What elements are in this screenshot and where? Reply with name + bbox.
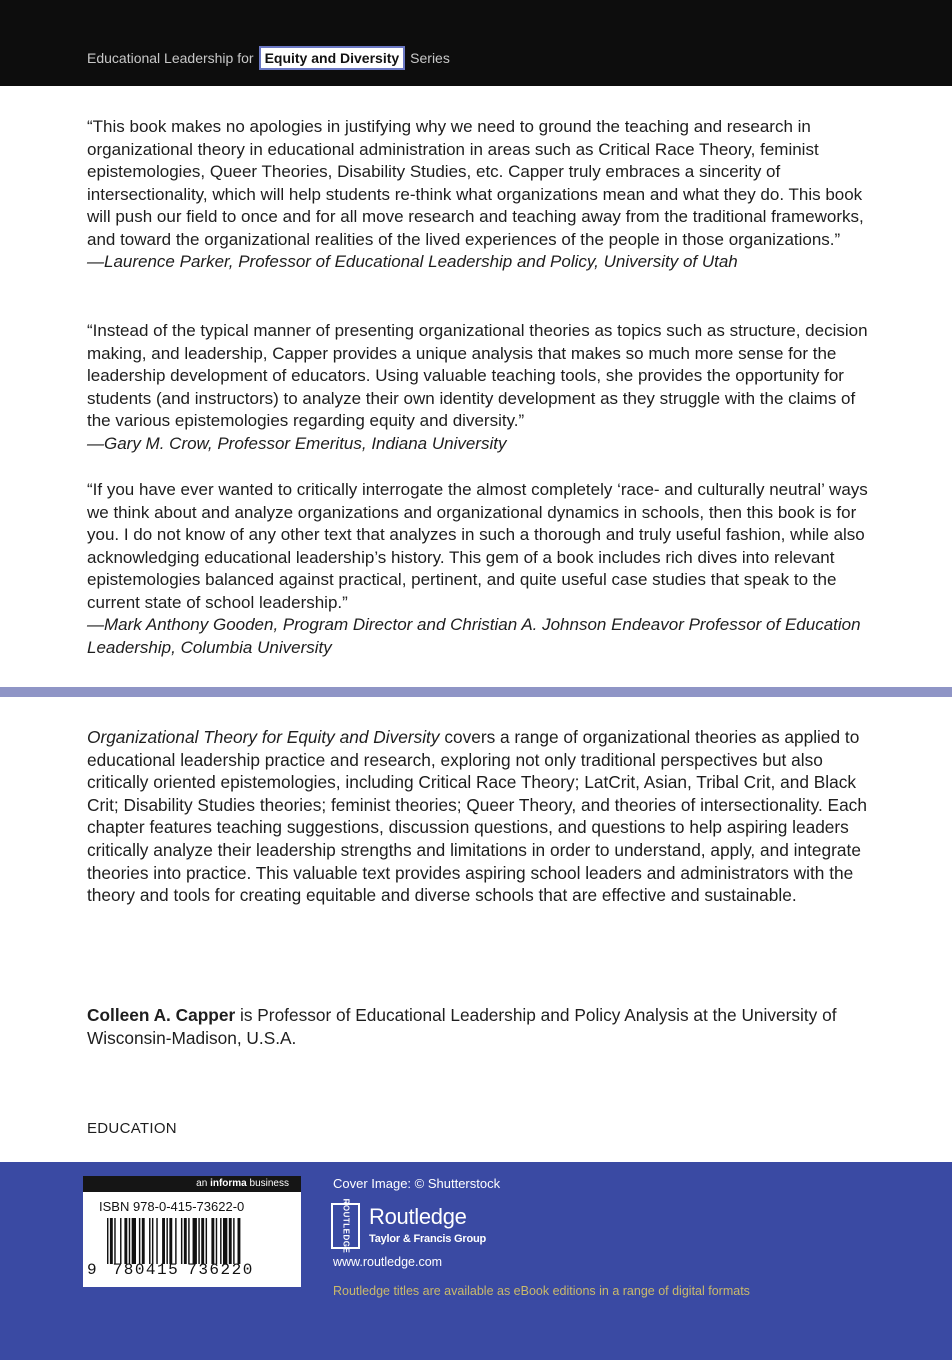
subject-category: EDUCATION (87, 1120, 177, 1137)
book-title: Organizational Theory for Equity and Diversity (87, 727, 440, 747)
informa-banner: an informa business (83, 1176, 301, 1192)
endorsement-text: “If you have ever wanted to critically interrogate the almost completely ‘race- and culturally neutral’ ways we think about and analyze organizations and organizational dynamics in schools, then this book is for you. I do not know of any other text that analyzes in such a thorough and truly useful fashion, while also acknowledging educational leadership’s history. This gem of a book includes rich dives into relevant epistemologies balanced against practical, pertinent, and quite useful case studies that speak to the current state of school leadership.” (87, 480, 868, 612)
barcode-stripe (181, 1218, 182, 1264)
barcode-stripe (169, 1218, 172, 1264)
barcode-stripe (114, 1218, 115, 1264)
barcode-stripe (149, 1218, 150, 1264)
endorsement-text: “Instead of the typical manner of presenting organizational theories as topics such as structure, decision making, and leadership, Capper provides a unique analysis that makes so much more sense for the leadership development of educators. Using valuable teaching tools, she provides the opportunity for students (and instructors) to analyze their own identity development as they struggle with the claims of the various epistemologies regarding equity and diversity.” (87, 321, 868, 430)
barcode-stripe (139, 1218, 140, 1264)
barcode-stripe (120, 1218, 121, 1264)
author-bio-text: is Professor of Educational Leadership and Policy Analysis at the University of Wisconsin-Madison, U.S.A. (87, 1005, 837, 1048)
barcode-stripe (229, 1218, 232, 1264)
barcode-stripe (156, 1218, 157, 1264)
series-highlight: Equity and Diversity (259, 46, 406, 70)
description-body: covers a range of organizational theories as applied to educational leadership practice and research, exploring not only traditional perspectives but also critically oriented epistemologies, including Critical Race Theory; LatCrit, Asian, Tribal Crit, and Black Crit; Disability Studies theories; feminist theories; Queer Theory, and theories of intersectionality. Each chapter features teaching suggestions, discussion questions, and questions to help aspiring leaders critically analyze their leadership strengths and limitations in order to understand, apply, and integrate theories into practice. This valuable text provides aspiring school leaders and administrators with the theory and tools for creating equitable and diverse schools that are effective and sustainable. (87, 727, 867, 906)
ebook-availability-note: Routledge titles are available as eBook editions in a range of digital formats (333, 1284, 750, 1298)
author-bio (87, 1004, 877, 1049)
informa-brand: informa (210, 1178, 247, 1189)
barcode-stripe (110, 1218, 113, 1264)
endorsement-attribution: —Laurence Parker, Professor of Educational Leadership and Policy, University of Utah (87, 252, 738, 271)
endorsement-text: “This book makes no apologies in justifying why we need to ground the teaching and research in organizational theory in educational administration in areas such as Critical Race Theory, feminist epistemologies, Queer Theories, Disability Studies, etc. Capper truly embraces a sincerity of intersectionality, which will help students re-think what organizations mean and what they do. This book will push our field to once and for all move research and teaching away from the traditional frameworks, and toward the organizational realities of the lived experiences of the people in those organizations.” (87, 117, 864, 249)
barcode-stripe (223, 1218, 227, 1264)
barcode-stripe (132, 1218, 136, 1264)
barcode-panel (83, 1176, 301, 1287)
barcode-stripe (216, 1218, 217, 1264)
author-name: Colleen A. Capper (87, 1005, 236, 1025)
barcode-stripe (175, 1218, 176, 1264)
publisher-website[interactable]: www.routledge.com (333, 1255, 443, 1269)
series-title (87, 46, 450, 70)
book-description (87, 726, 877, 907)
series-suffix: Series (410, 50, 450, 66)
isbn-number: ISBN 978-0-415-73622-0 (99, 1199, 245, 1214)
barcode-stripe (162, 1218, 165, 1264)
endorsement-attribution: —Mark Anthony Gooden, Program Director and Christian A. Johnson Endeavor Professor of Education Leadership, Columbia University (87, 615, 861, 657)
barcode-stripe (107, 1218, 108, 1264)
barcode-stripe (193, 1218, 197, 1264)
endorsement-attribution: —Gary M. Crow, Professor Emeritus, Indiana University (87, 433, 507, 453)
series-prefix: Educational Leadership for (87, 50, 254, 66)
barcode-stripe (152, 1218, 153, 1264)
endorsement-3 (87, 479, 877, 659)
endorsement-2 (87, 320, 877, 455)
section-divider (0, 687, 952, 697)
endorsement-1 (87, 116, 877, 274)
barcode-stripe (129, 1218, 130, 1264)
barcode-stripe (211, 1218, 214, 1264)
publisher-group: Taylor & Francis Group (369, 1233, 487, 1245)
cover-image-credit: Cover Image: © Shutterstock (333, 1176, 501, 1191)
barcode-icon (107, 1218, 283, 1264)
barcode-stripe (166, 1218, 167, 1264)
series-header-bar (0, 0, 952, 86)
barcode-stripe (233, 1218, 234, 1264)
barcode-stripe (198, 1218, 199, 1264)
barcode-stripe (220, 1218, 221, 1264)
barcode-stripe (206, 1218, 207, 1264)
routledge-logo-icon: ROUTLEDGE (331, 1203, 360, 1249)
barcode-stripe (238, 1218, 241, 1264)
publisher-name: Routledge (369, 1204, 467, 1229)
barcode-stripe (188, 1218, 189, 1264)
barcode-stripe (201, 1218, 204, 1264)
barcode-stripe (184, 1218, 187, 1264)
barcode-stripe (124, 1218, 127, 1264)
barcode-digits: 9 780415 736220 (87, 1261, 254, 1279)
barcode-stripe (142, 1218, 145, 1264)
